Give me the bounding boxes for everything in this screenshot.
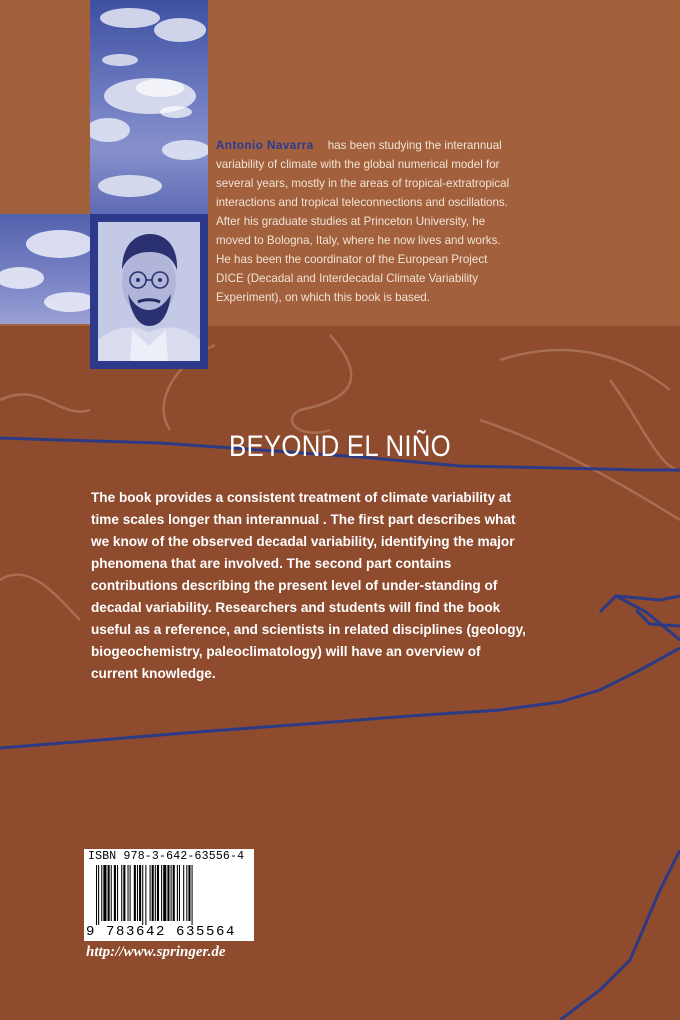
barcode-bar <box>123 865 125 921</box>
author-bio <box>216 136 516 307</box>
author-photo-illustration <box>98 222 200 361</box>
barcode-bar <box>101 865 102 921</box>
barcode-bar <box>167 865 169 921</box>
barcode-bars <box>96 865 242 925</box>
barcode-bar <box>117 865 118 921</box>
barcode-bar <box>150 865 151 921</box>
barcode-bar <box>128 865 129 921</box>
isbn-barcode <box>84 849 254 941</box>
sky-clouds-photo <box>90 0 208 214</box>
barcode-bar <box>121 865 122 921</box>
barcode-bar <box>139 865 141 921</box>
author-portrait <box>90 214 208 369</box>
barcode-bar <box>157 865 159 921</box>
barcode-bar <box>98 865 99 925</box>
isbn-label: ISBN 978-3-642-63556-4 <box>88 850 245 863</box>
barcode-bar <box>96 865 97 925</box>
barcode-bar <box>134 865 136 921</box>
barcode-bar <box>108 865 110 921</box>
barcode-bar <box>155 865 156 921</box>
ean-digits: 9 783642 635564 <box>86 924 237 940</box>
book-title: BEYOND EL NIÑO <box>228 430 452 463</box>
sky-clouds-strip <box>0 214 90 324</box>
barcode-bar <box>188 865 190 921</box>
barcode-bar <box>171 865 172 921</box>
barcode-bar <box>111 865 112 921</box>
publisher-url[interactable]: http://www.springer.de <box>86 944 226 960</box>
book-description: The book provides a consistent treatment of climate variability at time scales longer than interannual . The first part describes what we know of the observed decadal variability, identifying the major phenomena that are involved. The second part contains contributions describing the present level of under-standing of decadal variability. Researchers and students will find the book useful as a reference, and scientists in related disciplines (geology, biogeochemistry, paleoclimatology) will have an overview of current knowledge. <box>91 490 526 681</box>
barcode-bar <box>192 865 193 925</box>
barcode-bar <box>173 865 175 921</box>
barcode-bar <box>145 865 146 925</box>
author-bio-text: has been studying the interannual variability of climate with the global numerical model for several years, mostly in the areas of tropical-extratropical interactions and tropical teleconnections and oscillations. After his graduate studies at Princeton University, he moved to Bologna, Italy, where he now lives and works. He has been the coordinator of the European Project DICE (Decadal and Interdecadal Climate Variability Experiment), on which this book is based. <box>216 139 510 304</box>
barcode-bar <box>177 865 178 921</box>
barcode-bar <box>186 865 187 921</box>
author-name: Antonio Navarra <box>216 139 314 152</box>
barcode-bar <box>179 865 180 921</box>
barcode-bar <box>152 865 154 921</box>
barcode-bar <box>103 865 106 921</box>
barcode-bar <box>130 865 131 921</box>
barcode-bar <box>114 865 116 921</box>
barcode-bar <box>137 865 138 921</box>
barcode-bar <box>142 865 143 925</box>
barcode-bar <box>161 865 162 921</box>
barcode-bar <box>183 865 184 921</box>
barcode-bar <box>163 865 166 921</box>
